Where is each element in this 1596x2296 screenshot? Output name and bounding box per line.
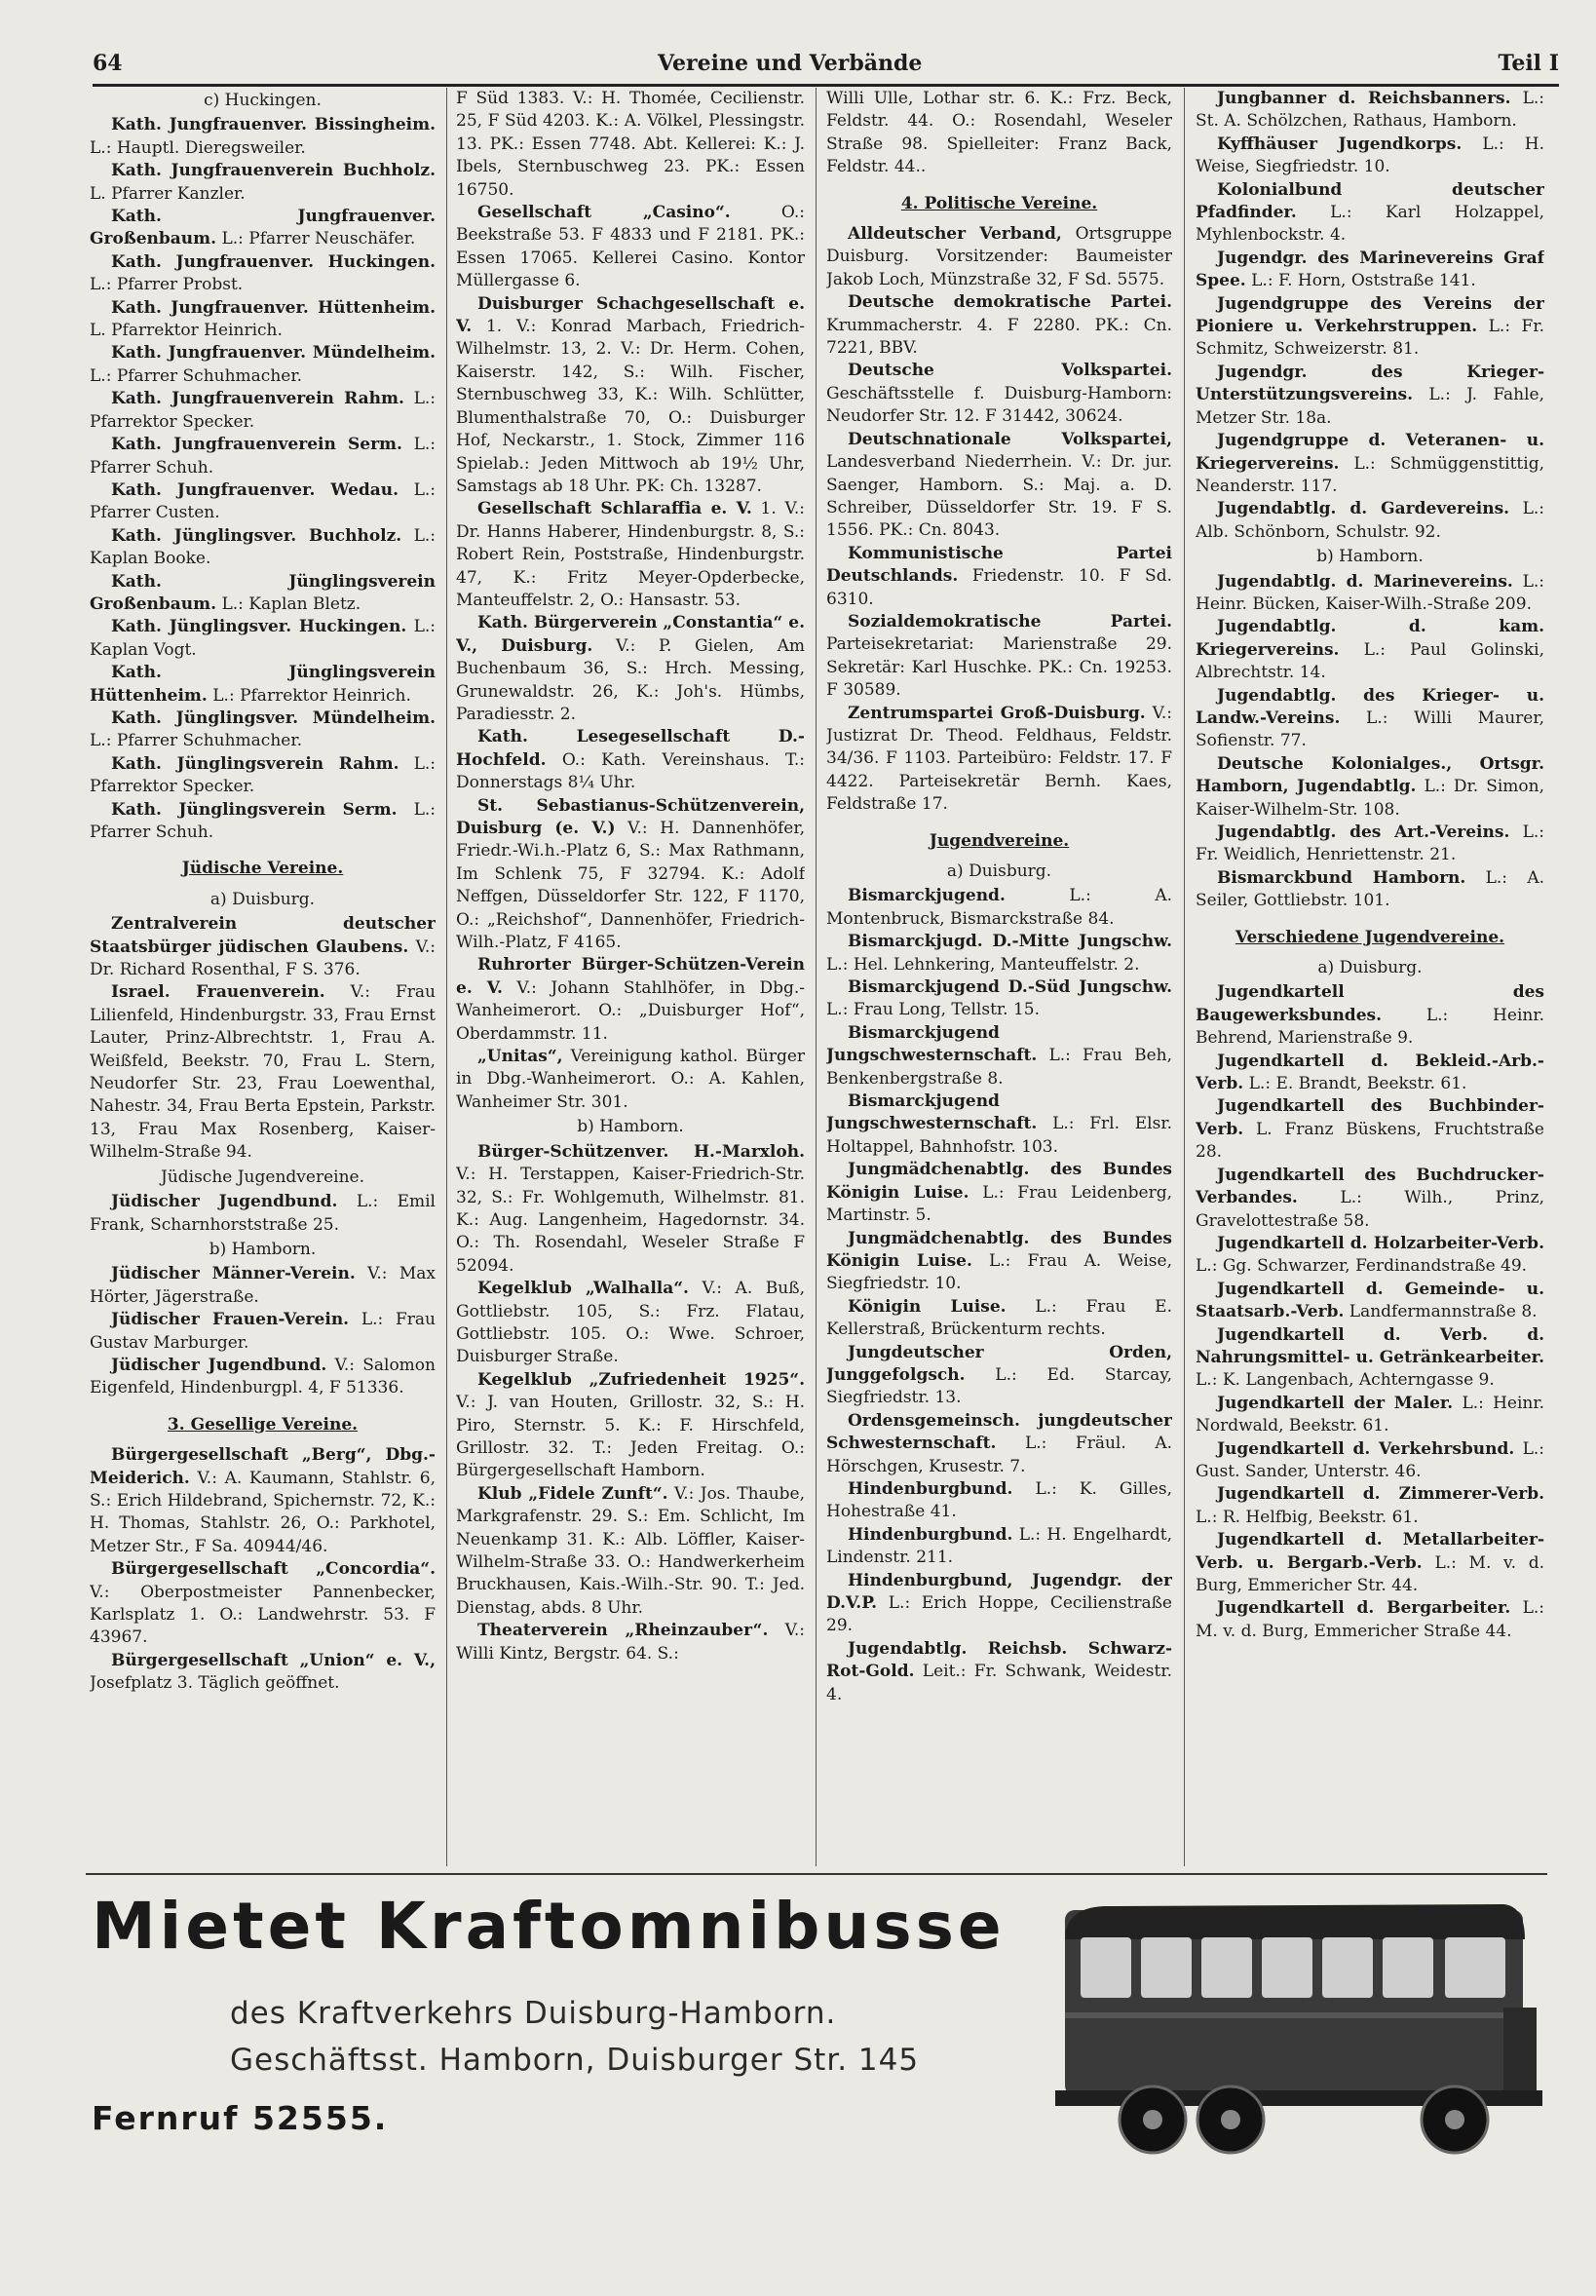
section-heading: Jüdische Vereine. xyxy=(181,859,344,879)
entry-details: L.: Ed. Starcay, Siegfriedstr. 13. xyxy=(826,1364,1172,1408)
part-label: Teil I xyxy=(1498,51,1559,76)
directory-entry xyxy=(456,1620,805,1665)
subheading: Jüdische Jugendvereine. xyxy=(161,1167,364,1187)
entry-details: L.: Gg. Schwarzer, Ferdinandstraße 49. xyxy=(1196,1256,1528,1277)
entry-name: Bismarckjugend Jungschwesternschaft. xyxy=(826,1091,1038,1134)
entry-name: Kath. Jünglingsverein Hüttenheim. xyxy=(90,663,436,706)
directory-entry xyxy=(1196,88,1544,134)
directory-entry xyxy=(1196,430,1544,498)
directory-entry xyxy=(456,1141,805,1278)
directory-entry xyxy=(90,114,436,160)
entry-name: Kath. Jungfrauenver. Hüttenheim. xyxy=(111,297,436,318)
entry-details: L.: Dr. Simon, Kaiser-Wilhelm-Str. 108. xyxy=(1196,777,1544,820)
entry-details: Krummacherstr. 4. F 2280. PK.: Cn. 7221, BBV. xyxy=(826,315,1172,359)
subheading: a) Duisburg. xyxy=(1317,958,1423,978)
entry-name: Jugendkartell d. Gemeinde- u. Staatsarb.-Verb. xyxy=(1196,1279,1544,1322)
entry-details: L.: Frau Leidenberg, Martinstr. 5. xyxy=(826,1182,1172,1226)
directory-entry xyxy=(1196,362,1544,430)
directory-entry xyxy=(456,795,805,955)
entry-name: Kath. Jünglingsver. Mündelheim. xyxy=(111,708,436,728)
entry-name: Jüdischer Jugendbund. xyxy=(111,1192,338,1212)
running-title: Vereine und Verbände xyxy=(658,51,923,76)
entry-name: Königin Luise. xyxy=(848,1296,1007,1317)
entry-details: L.: Frau Long, Tellstr. 15. xyxy=(826,1000,1041,1020)
entry-details: L.: Alb. Schönborn, Schulstr. 92. xyxy=(1196,499,1544,542)
entry-name: Jungmädchenabtlg. des Bundes Königin Luise. xyxy=(826,1228,1172,1271)
entry-details: L.: Fr. Weidlich, Henriettenstr. 21. xyxy=(1196,823,1544,865)
entry-name: St. Sebastianus-Schützenverein, Duisburg (e. V.) xyxy=(456,795,805,838)
entry-details: L.: H. Engelhardt, Lindenstr. 211. xyxy=(826,1524,1172,1568)
column-divider xyxy=(1184,88,1185,1866)
entry-details: L.: J. Fahle, Metzer Str. 18a. xyxy=(1196,385,1544,428)
entry-details: L.: Karl Holzappel, Myhlenbockstr. 4. xyxy=(1196,203,1544,246)
page-header xyxy=(93,51,1559,87)
entry-name: Jugendkartell d. Metallarbeiter-Verb. u. Bergarb.-Verb. xyxy=(1196,1530,1544,1573)
entry-details: L.: Kaplan Booke. xyxy=(90,525,436,569)
text-column-2 xyxy=(456,88,805,1866)
entry-details: L.: Kaplan Bletz. xyxy=(221,593,361,614)
directory-entry xyxy=(1196,1051,1544,1096)
entry-details: V.: H. Terstappen, Kaiser-Friedrich-Str. 32, S.: Fr. Wohlgemuth, Wilhelmstr. 81. K.: Aug. Langenheim, Hagedornstr. 34. O.: Th. Rosendahl, Weseler Straße F 52094. xyxy=(456,1165,805,1276)
entry-name: Jugendkartell des Buchdrucker-Verbandes. xyxy=(1196,1165,1544,1208)
entry-name: Bismarckbund Hamborn. xyxy=(1217,867,1466,888)
entry-details: V.: H. Dannenhöfer, Friedr.-Wi.h.-Platz 6, S.: Max Rathmann, Im Schlenk 75, F 32794. K.: Adolf Neffgen, Düsseldorfer Str. 122, F 1170, O.: „Reichshof“, Dannenhöfer, Friedrich-Wilh.-Platz, F 4165. xyxy=(456,819,805,953)
entry-details: Parteisekretariat: Marienstraße 29. Sekretär: Karl Huschke. PK.: Cn. 19253. F 30589. xyxy=(826,634,1172,701)
entry-name: Hindenburgbund. xyxy=(848,1524,1013,1545)
directory-entry xyxy=(1196,1393,1544,1438)
entry-name: Kath. Jungfrauenverein Rahm. xyxy=(111,389,404,409)
entry-name: Kath. Jungfrauenver. Wedau. xyxy=(111,479,399,500)
directory-entry xyxy=(1196,571,1544,617)
directory-entry xyxy=(826,223,1172,291)
directory-entry xyxy=(826,1570,1172,1638)
text-column-4 xyxy=(1196,88,1544,1866)
entry-details: Vereinigung kathol. Bürger in Dbg.-Wanheimerort. O.: A. Kahlen, Wanheimer Str. 301. xyxy=(456,1047,805,1112)
entry-details: 1. V.: Dr. Hanns Haberer, Hindenburgstr. 8, S.: Robert Rein, Poststraße, Hindenburgstr. 47, K.: Fritz Meyer-Opderbecke, Manteuffelstr. 2, O.: Hansastr. 53. xyxy=(456,499,805,610)
ad-headline: Mietet Kraftomnibusse xyxy=(92,1889,1006,1964)
entry-name: Jungmädchenabtlg. des Bundes Königin Luise. xyxy=(826,1160,1172,1203)
entry-name: Israel. Frauenverein. xyxy=(111,982,325,1003)
directory-entry xyxy=(90,1191,436,1237)
directory-entry xyxy=(90,434,436,479)
entry-name: Jüdischer Männer-Verein. xyxy=(111,1264,356,1284)
entry-continuation: Willi Ulle, Lothar str. 6. K.: Frz. Beck, Feldstr. 44. O.: Rosendahl, Weseler Straße 98. Spielleiter: Franz Back, Feldstr. 44.. xyxy=(826,89,1172,177)
directory-entry xyxy=(826,1228,1172,1296)
entry-details: L.: Pfarrektor Heinrich. xyxy=(212,685,411,706)
ad-phone: Fernruf 52555. xyxy=(92,2099,389,2137)
entry-name: Kath. Jungfrauenver. Großenbaum. xyxy=(90,207,436,249)
directory-entry xyxy=(1196,1165,1544,1233)
entry-details: L.: A. Seiler, Gottliebstr. 101. xyxy=(1196,867,1544,911)
directory-entry xyxy=(1196,134,1544,179)
directory-entry xyxy=(90,708,436,753)
entry-details: L.: Emil Frank, Scharnhorststraße 25. xyxy=(90,1192,436,1235)
entry-name: Deutsche demokratische Partei. xyxy=(848,292,1172,313)
directory-entry xyxy=(456,202,805,293)
entry-name: Deutsche Kolonialges., Ortsgr. Hamborn, Jugendabtlg. xyxy=(1196,753,1544,797)
directory-entry xyxy=(1196,1279,1544,1324)
entry-name: Gesellschaft Schlaraffia e. V. xyxy=(477,499,752,519)
entry-details: O.: Kath. Vereinshaus. T.: Donnerstags 8¼ Uhr. xyxy=(456,749,805,793)
entry-name: Jugendkartell d. Verkehrsbund. xyxy=(1217,1438,1515,1459)
directory-entry xyxy=(1196,822,1544,867)
entry-name: Kath. Jünglingsver. Huckingen. xyxy=(111,617,407,637)
entry-name: Kath. Jünglingsverein Großenbaum. xyxy=(90,571,436,614)
entry-name: Jugendkartell d. Bergarbeiter. xyxy=(1217,1598,1511,1619)
directory-entry xyxy=(90,525,436,571)
entry-name: Kegelklub „Walhalla“. xyxy=(477,1279,689,1299)
entry-name: Duisburger Schachgesellschaft e. V. xyxy=(456,293,805,337)
directory-entry xyxy=(90,799,436,845)
entry-name: Jugendabtlg. d. Gardevereins. xyxy=(1217,499,1510,519)
entry-name: Deutschnationale Volkspartei, xyxy=(848,429,1172,449)
directory-entry xyxy=(1196,498,1544,544)
entry-details: L.: Wilh., Prinz, Gravelottestraße 58. xyxy=(1196,1188,1544,1231)
entry-name: Kath. Bürgerverein „Constantia“ e. V., Duisburg. xyxy=(456,613,805,656)
entry-name: Kath. Jungfrauenver. Huckingen. xyxy=(111,251,436,272)
directory-entry xyxy=(1196,1438,1544,1484)
entry-details: Friedenstr. 10. F Sd. 6310. xyxy=(826,566,1172,609)
directory-entry xyxy=(1196,616,1544,684)
directory-entry xyxy=(90,479,436,525)
directory-entry xyxy=(826,931,1172,976)
entry-details: L.: Pfarrer Schuhmacher. xyxy=(90,731,302,751)
entry-name: Ruhrorter Bürger-Schützen-Verein e. V. xyxy=(456,955,805,998)
directory-entry xyxy=(90,662,436,708)
entry-details: L.: Heinr. Nordwald, Beekstr. 61. xyxy=(1196,1393,1544,1436)
entry-name: Jugendabtlg. Reichsb. Schwarz-Rot-Gold. xyxy=(826,1638,1172,1682)
entry-name: Hindenburgbund. xyxy=(848,1478,1013,1499)
directory-entry xyxy=(826,429,1172,543)
directory-entry xyxy=(90,206,436,251)
directory-entry xyxy=(90,251,436,297)
entry-details: Ortsgruppe Duisburg. Vorsitzender: Baumeister Jakob Loch, Münzstraße 32, F Sd. 5575. xyxy=(826,224,1172,289)
entry-name: Jugendgruppe des Vereins der Pioniere u. Verkehrstruppen. xyxy=(1196,293,1544,337)
subheading: a) Duisburg. xyxy=(209,889,316,909)
entry-details: L.: E. Brandt, Beekstr. 61. xyxy=(1248,1074,1467,1094)
directory-entry xyxy=(90,1355,436,1400)
entry-name: Jugendkartell d. Zimmerer-Verb. xyxy=(1217,1484,1544,1505)
entry-details: L.: Pfarrektor Specker. xyxy=(90,389,436,432)
entry-name: Jungbanner d. Reichsbanners. xyxy=(1217,89,1511,108)
entry-details: L.: Frau E. Kellerstraß, Brückenturm rechts. xyxy=(826,1296,1172,1340)
entry-name: Kath. Jungfrauenver. Bissingheim. xyxy=(111,115,436,135)
directory-entry xyxy=(456,498,805,612)
entry-details: V.: Salomon Eigenfeld, Hindenburgpl. 4, F 51336. xyxy=(90,1355,436,1398)
entry-details: L.: Hel. Lehnkering, Manteuffelstr. 2. xyxy=(826,954,1140,975)
directory-entry xyxy=(826,1091,1172,1159)
section-heading: 4. Politische Vereine. xyxy=(900,193,1098,213)
directory-entry xyxy=(826,291,1172,360)
entry-details: L.: Frau Beh, Benkenbergstraße 8. xyxy=(826,1046,1172,1089)
entry-name: Sozialdemokratische Partei. xyxy=(848,611,1172,631)
entry-name: Jugendabtlg. des Art.-Vereins. xyxy=(1217,823,1510,842)
directory-entry xyxy=(90,342,436,388)
bus-illustration xyxy=(1045,1881,1542,2173)
entry-details: Josefplatz 3. Täglich geöffnet. xyxy=(90,1673,340,1694)
subheading: c) Huckingen. xyxy=(204,91,322,110)
entry-details: V.: Willi Kintz, Bergstr. 64. S.: xyxy=(456,1621,805,1664)
entry-name: Zentrumspartei Groß-Duisburg. xyxy=(848,703,1146,723)
entry-details: V.: Oberpostmeister Pannenbecker, Karlsplatz 1. O.: Landwehrstr. 53. F 43967. xyxy=(90,1582,436,1648)
subheading: b) Hamborn. xyxy=(1316,547,1424,567)
entry-details: L.: Pfarrektor Specker. xyxy=(90,753,436,797)
entry-details: L. Pfarrektor Heinrich. xyxy=(90,321,283,341)
entry-details: L.: St. A. Schölzchen, Rathaus, Hamborn. xyxy=(1196,89,1544,132)
directory-entry xyxy=(826,611,1172,703)
entry-name: Kath. Jünglingsverein Serm. xyxy=(111,799,398,820)
ad-address: Geschäftsst. Hamborn, Duisburger Str. 145 xyxy=(230,2043,920,2078)
directory-entry xyxy=(90,160,436,206)
entry-name: Kegelklub „Zufriedenheit 1925“. xyxy=(477,1369,805,1390)
entry-name: Bismarckjugend D.-Süd Jungschw. xyxy=(848,977,1172,998)
entry-name: Jugendabtlg. d. Marinevereins. xyxy=(1217,571,1513,592)
directory-entry xyxy=(90,1263,436,1309)
entry-details: L.: Pfarrer Schuh. xyxy=(90,435,436,478)
entry-name: Kath. Lesegesellschaft D.-Hochfeld. xyxy=(456,727,805,770)
entry-details: V.: Dr. Richard Rosenthal, F S. 376. xyxy=(90,937,436,980)
entry-details: L.: M. v. d. Burg, Emmericher Straße 44. xyxy=(1196,1598,1544,1641)
directory-entry xyxy=(456,293,805,499)
advertisement xyxy=(86,1873,1547,2179)
entry-name: Jugendkartell d. Verb. d. Nahrungsmittel- u. Getränkearbeiter. xyxy=(1196,1324,1544,1367)
entry-name: Jugendabtlg. d. kam. Kriegervereins. xyxy=(1196,617,1544,660)
directory-entry xyxy=(826,360,1172,428)
entry-name: Bürgergesellschaft „Berg“, Dbg.-Meiderich. xyxy=(90,1445,436,1488)
entry-details: 1. V.: Konrad Marbach, Friedrich-Wilhelmstr. 13, 2. V.: Dr. Herm. Cohen, Kaiserstr. 142, S.: Wilh. Fischer, Sternbuschweg 33, K.: Wilh. Schlütter, Blumenthalstraße 70, O.: Duisburger Hof, Neckarstr., 1. Stock, Zimmer 116 Spielab.: Jeden Mittwoch ab 19½ Uhr, Samstags ab 18 Uhr. PK: Ch. 13287. xyxy=(456,317,805,496)
subheading: b) Hamborn. xyxy=(577,1117,684,1137)
entry-details: L.: Willi Maurer, Sofienstr. 77. xyxy=(1196,708,1544,751)
entry-name: Bismarckjugend Jungschwesternschaft. xyxy=(826,1022,1038,1066)
entry-details: V.: Jos. Thaube, Markgrafenstr. 29. S.: Em. Schlicht, Im Neuenkamp 31. K.: Alb. Löffler, Kaiser-Wilhelm-Straße 33. O.: Handwerkerheim Bruckhausen, Kais.-Wilh.-Str. 90. T.: Jed. Dienstag, abds. 8 Uhr. xyxy=(456,1483,805,1618)
directory-entry xyxy=(90,1309,436,1355)
directory-entry xyxy=(456,1369,805,1483)
directory-entry xyxy=(1196,1324,1544,1393)
directory-entry xyxy=(90,1444,436,1558)
entry-details: Landesverband Niederrhein. V.: Dr. jur. Saenger, Hamborn. S.: Maj. a. D. Schreiber, Düsseldorfer Str. 19. F S. 1556. PK.: Cn. 8043. xyxy=(826,452,1172,541)
directory-entry xyxy=(826,885,1172,931)
section-heading: Jugendvereine. xyxy=(929,830,1070,851)
entry-name: Bürger-Schützenver. H.-Marxloh. xyxy=(477,1141,805,1162)
entry-details: L.: Heinr. Behrend, Marienstraße 9. xyxy=(1196,1005,1544,1049)
entry-name: Kath. Jünglingsverein Rahm. xyxy=(111,753,399,774)
directory-entry xyxy=(456,1483,805,1620)
entry-details: V.: P. Gielen, Am Buchenbaum 36, S.: Hrch. Messing, Grunewaldstr. 26, K.: Joh's. Hümbs, Paradiesstr. 2. xyxy=(456,635,805,724)
entry-name: Kath. Jungfrauenver. Mündelheim. xyxy=(111,343,436,364)
entry-details: V.: A. Buß, Gottliebstr. 105, S.: Frz. Flatau, Gottliebstr. 105. O.: Wwe. Schroer, Duisburger Straße. xyxy=(456,1279,805,1367)
directory-entry xyxy=(1196,753,1544,822)
directory-entry xyxy=(1196,1483,1544,1529)
directory-entry xyxy=(90,616,436,662)
entry-details: O.: Beekstraße 53. F 4833 und F 2181. PK.: Essen 17065. Kellerei Casino. Kontor Müllergasse 6. xyxy=(456,203,805,291)
entry-details: L.: Pfarrer Probst. xyxy=(90,275,244,295)
entry-details: L.: K. Langenbach, Achterngasse 9. xyxy=(1196,1370,1495,1391)
entry-name: Bismarckjugend. xyxy=(848,886,1006,906)
entry-details: L.: K. Gilles, Hohestraße 41. xyxy=(826,1478,1172,1522)
entry-details: L.: Schmüggenstittig, Neanderstr. 117. xyxy=(1196,453,1544,496)
directory-entry xyxy=(826,1296,1172,1342)
entry-details: L.: H. Weise, Siegfriedstr. 10. xyxy=(1196,134,1544,177)
entry-name: Jugendabtlg. des Krieger- u. Landw.-Vereins. xyxy=(1196,685,1544,728)
entry-details: L.: Hauptl. Dieregsweiler. xyxy=(90,137,306,158)
text-column-3 xyxy=(826,88,1172,1866)
directory-entry xyxy=(826,1524,1172,1570)
entry-name: Jugendkartell der Maler. xyxy=(1217,1393,1454,1413)
directory-entry xyxy=(826,1342,1172,1410)
entry-name: Klub „Fidele Zunft“. xyxy=(477,1483,668,1504)
directory-entry xyxy=(826,1478,1172,1524)
directory-entry xyxy=(90,297,436,343)
directory-entry xyxy=(1196,1597,1544,1643)
entry-name: Gesellschaft „Casino“. xyxy=(477,203,731,223)
directory-entry xyxy=(456,612,805,726)
directory-entry xyxy=(826,1159,1172,1227)
entry-name: Jugendkartell des Baugewerksbundes. xyxy=(1196,982,1544,1025)
directory-entry xyxy=(826,1410,1172,1478)
entry-name: Bürgergesellschaft „Concordia“. xyxy=(111,1559,436,1580)
entry-name: Zentralverein deutscher Staatsbürger jüdischen Glaubens. xyxy=(90,914,436,957)
page-number: 64 xyxy=(93,51,123,76)
entry-details: L.: Gust. Sander, Unterstr. 46. xyxy=(1196,1438,1544,1481)
entry-details: L.: R. Helfbig, Beekstr. 61. xyxy=(1196,1507,1419,1527)
entry-name: Kath. Jungfrauenverein Buchholz. xyxy=(111,161,436,181)
directory-entry xyxy=(1196,248,1544,293)
directory-entry xyxy=(90,571,436,617)
subheading: a) Duisburg. xyxy=(946,861,1052,881)
section-heading: 3. Gesellige Vereine. xyxy=(167,1414,359,1435)
entry-details: L.: Erich Hoppe, Cecilienstraße 29. xyxy=(826,1593,1172,1636)
entry-details: V.: Max Hörter, Jägerstraße. xyxy=(90,1264,436,1307)
entry-name: Jugendgruppe d. Veteranen- u. Kriegervereins. xyxy=(1196,431,1544,474)
directory-entry xyxy=(90,753,436,799)
entry-details: L. Franz Büskens, Fruchtstraße 28. xyxy=(1196,1119,1544,1163)
entry-name: Hindenburgbund, Jugendgr. der D.V.P. xyxy=(826,1570,1172,1613)
entry-details: L.: Pfarrer Custen. xyxy=(90,479,436,523)
entry-details: L.: Fräul. A. Hörschgen, Krusestr. 7. xyxy=(826,1434,1172,1476)
entry-name: Bürgergesellschaft „Union“ e. V., xyxy=(111,1650,436,1670)
entry-details: L.: M. v. d. Burg, Emmericher Str. 44. xyxy=(1196,1552,1544,1595)
entry-name: Bismarckjugd. D.-Mitte Jungschw. xyxy=(848,932,1172,952)
directory-entry xyxy=(826,1022,1172,1091)
column-divider xyxy=(446,88,447,1866)
entry-details: Landfermannstraße 8. xyxy=(1349,1302,1538,1322)
directory-entry xyxy=(826,976,1172,1022)
entry-continuation: F Süd 1383. V.: H. Thomée, Cecilienstr. 25, F Süd 4203. K.: A. Völkel, Plessingstr. 13. PK.: Essen 7748. Abt. Kellerei: K.: J. Ibels, Sternbuschweg 23. PK.: Essen 16750. xyxy=(456,89,805,200)
directory-entry xyxy=(456,954,805,1046)
section-heading: Verschiedene Jugendvereine. xyxy=(1235,927,1505,947)
entry-name: Ordensgemeinsch. jungdeutscher Schwesternschaft. xyxy=(826,1410,1172,1454)
entry-details: L.: F. Horn, Oststraße 141. xyxy=(1251,271,1476,291)
directory-entry xyxy=(1196,1529,1544,1597)
directory-entry xyxy=(1196,981,1544,1050)
entry-details: L.: Frl. Elsr. Holtappel, Bahnhofstr. 103. xyxy=(826,1114,1172,1157)
entry-name: Jugendgr. des Krieger-Unterstützungsvereins. xyxy=(1196,362,1544,405)
directory-entry xyxy=(1196,179,1544,248)
directory-entry xyxy=(90,1558,436,1650)
directory-entry xyxy=(90,1650,436,1696)
entry-name: Kolonialbund deutscher Pfadfinder. xyxy=(1196,179,1544,223)
directory-entry xyxy=(826,1638,1172,1706)
entry-details: V.: Frau Lilienfeld, Hindenburgstr. 33, Frau Ernst Lauter, Prinz-Albrechtstr. 1, Frau A. Weißfeld, Beekstr. 70, Frau L. Stern, Neudorfer Str. 23, Frau Loewenthal, Nahestr. 34, Frau Berta Epstein, Parkstr. 13, Frau Max Rosenberg, Kaiser-Wilhelm-Straße 94. xyxy=(90,982,436,1163)
entry-name: Jüdischer Jugendbund. xyxy=(111,1355,327,1375)
entry-details: L.: Kaplan Vogt. xyxy=(90,617,436,660)
text-column-1 xyxy=(90,88,436,1866)
column-divider xyxy=(816,88,817,1866)
entry-name: Kommunistische Partei Deutschlands. xyxy=(826,543,1172,587)
directory-entry xyxy=(90,388,436,434)
entry-details: L.: Frau A. Weise, Siegfriedstr. 10. xyxy=(826,1250,1172,1294)
entry-name: „Unitas“, xyxy=(477,1047,563,1067)
directory-entry xyxy=(456,1046,805,1114)
entry-name: Jugendkartell d. Holzarbeiter-Verb. xyxy=(1217,1233,1544,1253)
entry-details: L.: Fr. Schmitz, Schweizerstr. 81. xyxy=(1196,317,1544,360)
directory-entry xyxy=(826,543,1172,611)
entry-name: Jugendkartell des Buchbinder-Verb. xyxy=(1196,1096,1544,1139)
ad-company: des Kraftverkehrs Duisburg-Hamborn. xyxy=(230,1996,837,2031)
entry-details: L.: Pfarrer Schuhmacher. xyxy=(90,365,302,386)
directory-entry xyxy=(826,703,1172,817)
entry-details: L.: Frau Gustav Marburger. xyxy=(90,1310,436,1353)
entry-details: V.: Justizrat Dr. Theod. Feldhaus, Feldstr. 34/36. F 1103. Parteibüro: Feldstr. 17. F 4422. Parteisekretär Bernh. Kaes, Feldstraße 17. xyxy=(826,703,1172,815)
directory-entry xyxy=(90,913,436,981)
directory-entry xyxy=(1196,293,1544,362)
entry-name: Jugendkartell d. Bekleid.-Arb.-Verb. xyxy=(1196,1051,1544,1094)
entry-details: L.: Pfarrer Schuh. xyxy=(90,799,436,842)
directory-entry xyxy=(456,1278,805,1369)
entry-details: V.: Johann Stahlhöfer, in Dbg.-Wanheimerort. O.: „Duisburger Hof“, Oberdammstr. 11. xyxy=(456,977,805,1044)
entry-name: Kath. Jungfrauenverein Serm. xyxy=(111,435,402,455)
entry-details: L. Pfarrer Kanzler. xyxy=(90,183,246,204)
entry-details: Geschäftsstelle f. Duisburg-Hamborn: Neudorfer Str. 12. F 31442, 30624. xyxy=(826,383,1172,427)
entry-name: Deutsche Volkspartei. xyxy=(848,361,1172,381)
entry-details: L.: Pfarrer Neuschäfer. xyxy=(221,229,416,249)
entry-name: Alldeutscher Verband, xyxy=(848,224,1062,245)
entry-details: L.: Paul Golinski, Albrechtstr. 14. xyxy=(1196,639,1544,683)
directory-entry xyxy=(456,726,805,794)
entry-name: Jüdischer Frauen-Verein. xyxy=(111,1310,350,1330)
entry-details: V.: J. van Houten, Grillostr. 32, S.: H. Piro, Sternstr. 5. K.: F. Hirschfeld, Grillostr. 32. T.: Jeden Freitag. O.: Bürgergesellschaft Hamborn. xyxy=(456,1393,805,1481)
directory-entry xyxy=(90,981,436,1164)
entry-details: Leit.: Fr. Schwank, Weidestr. 4. xyxy=(826,1662,1172,1704)
entry-name: Kyffhäuser Jugendkorps. xyxy=(1217,134,1463,154)
entry-details: L.: Heinr. Bücken, Kaiser-Wilh.-Straße 209. xyxy=(1196,571,1544,614)
entry-name: Theaterverein „Rheinzauber“. xyxy=(477,1621,769,1641)
directory-entry xyxy=(1196,867,1544,913)
directory-entry xyxy=(1196,685,1544,753)
entry-name: Jungdeutscher Orden, Junggefolgsch. xyxy=(826,1342,1172,1385)
directory-entry xyxy=(1196,1233,1544,1279)
entry-details: L.: A. Montenbruck, Bismarckstraße 84. xyxy=(826,886,1172,929)
entry-name: Kath. Jünglingsver. Buchholz. xyxy=(111,525,402,546)
directory-entry xyxy=(1196,1095,1544,1164)
entry-name: Jugendgr. des Marinevereins Graf Spee. xyxy=(1196,248,1544,291)
entry-details: V.: A. Kaumann, Stahlstr. 6, S.: Erich Hildebrand, Spichernstr. 72, K.: H. Thomas, Stahlstr. 26, O.: Parkhotel, Metzer Str., F Sa. 40944/46. xyxy=(90,1468,436,1556)
subheading: b) Hamborn. xyxy=(209,1239,317,1259)
